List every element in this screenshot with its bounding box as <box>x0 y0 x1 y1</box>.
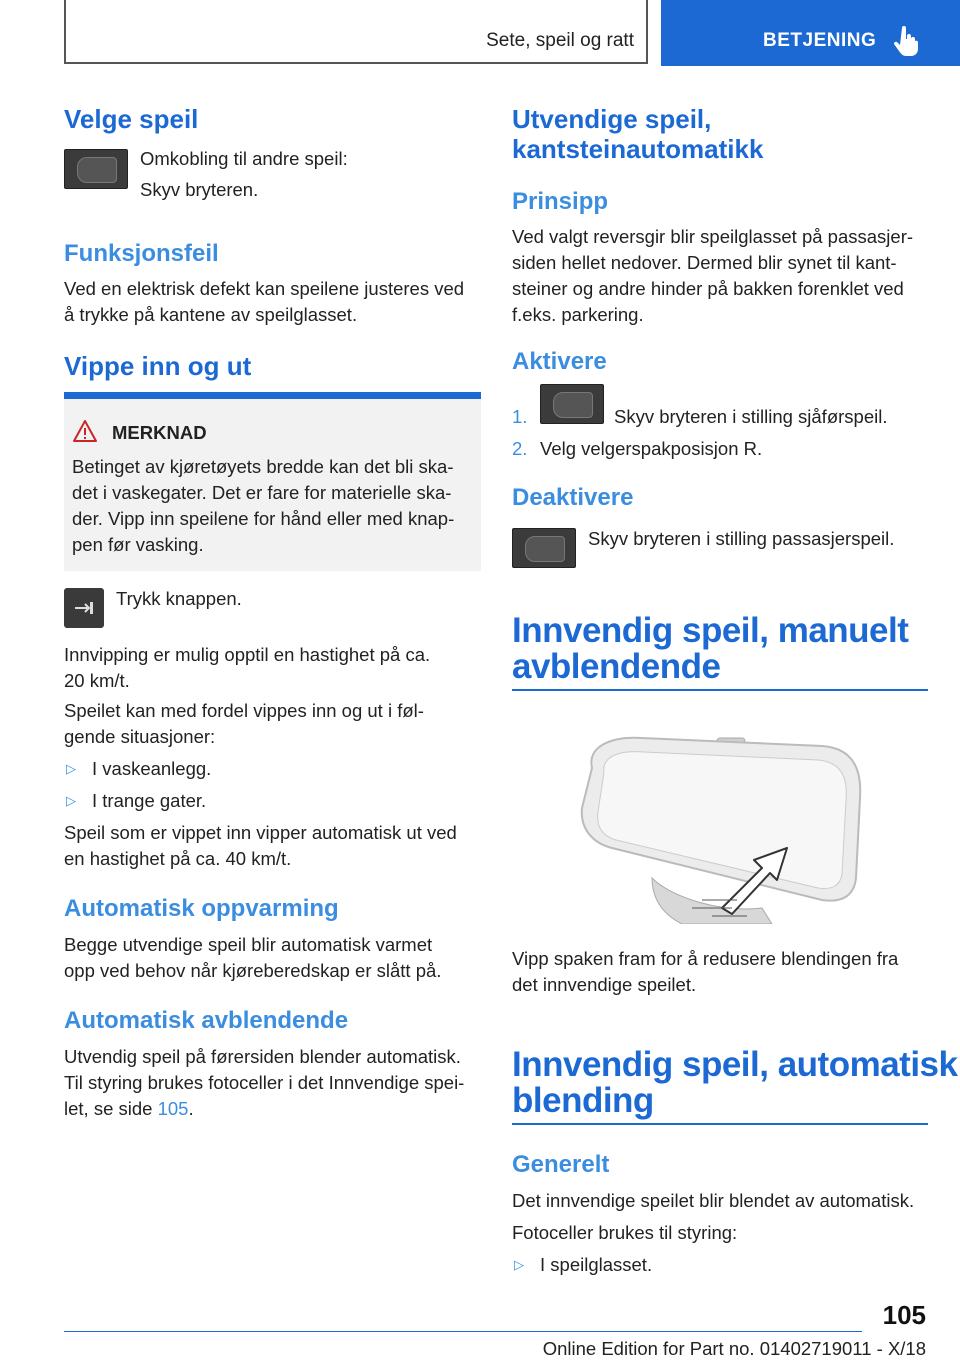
note-label: MERKNAD <box>112 422 207 443</box>
step-number: 1. <box>512 406 528 427</box>
note-line2: det i vaskegater. Det er fare for materielle ska- <box>72 482 452 503</box>
innvipping-line2: 20 km/t. <box>64 670 130 691</box>
note-line4: pen før vasking. <box>72 534 204 555</box>
heading-automatisk-2: blending <box>512 1081 654 1120</box>
mirror-switch-driver-icon <box>540 384 604 424</box>
prinsipp-line2: siden hellet nedover. Dermed blir synet til kant- <box>512 252 897 273</box>
funksjonsfeil-line1: Ved en elektrisk defekt kan speilene justeres ved <box>64 278 465 299</box>
heading-funksjonsfeil: Funksjonsfeil <box>64 240 219 267</box>
oppvarming-line2: opp ved behov når kjøreberedskap er slått på. <box>64 960 442 981</box>
velge-line2: Skyv bryteren. <box>140 179 259 200</box>
heading-aktivere: Aktivere <box>512 348 607 375</box>
caption-line2: det innvendige speilet. <box>512 974 697 995</box>
generelt-line2: Fotoceller brukes til styring: <box>512 1222 738 1243</box>
heading-rule <box>512 689 928 691</box>
footer-rule <box>64 1331 862 1332</box>
heading-avblendende: Automatisk avblendende <box>64 1007 349 1034</box>
caption-line1: Vipp spaken fram for å redusere blendingen fra <box>512 948 899 969</box>
heading-prinsipp: Prinsipp <box>512 188 609 215</box>
heading-vippe: Vippe inn og ut <box>64 351 252 381</box>
innvipping-line1: Innvipping er mulig opptil en hastighet på ca. <box>64 644 431 665</box>
page-number: 105 <box>882 1300 926 1330</box>
step-text: Skyv bryteren i stilling sjåførspeil. <box>614 406 888 427</box>
bullet-item: I vaskeanlegg. <box>92 758 212 779</box>
auto-line2: en hastighet på ca. 40 km/t. <box>64 848 292 869</box>
funksjonsfeil-line2: å trykke på kantene av speilglasset. <box>64 304 358 325</box>
generelt-line1: Det innvendige speilet blir blendet av automatisk. <box>512 1190 915 1211</box>
prinsipp-line3: steiner og andre hinder på bakken forenklet ved <box>512 278 904 299</box>
press-button-text: Trykk knappen. <box>116 588 242 609</box>
page-link[interactable]: 105 <box>157 1098 189 1119</box>
step-text: Velg velgerspakposisjon R. <box>540 438 763 459</box>
section-title: Sete, speil og ratt <box>486 30 634 51</box>
heading-manuelt-2: avblendende <box>512 647 721 686</box>
fordel-line1: Speilet kan med fordel vippes inn og ut i føl- <box>64 700 424 721</box>
chapter-label: BETJENING <box>763 30 877 51</box>
note-top-bar <box>64 392 481 399</box>
rearview-mirror-illustration <box>572 728 864 924</box>
prinsipp-line4: f.eks. parkering. <box>512 304 644 325</box>
bullet-marker: ▷ <box>66 761 76 776</box>
avblendende-line3: let, se side 105. <box>64 1098 194 1119</box>
avblendende-line2: Til styring brukes fotoceller i det Innvendige spei- <box>64 1072 465 1093</box>
deaktivere-text: Skyv bryteren i stilling passasjerspeil. <box>588 528 895 549</box>
avblendende-line1: Utvendig speil på førersiden blender automatisk. <box>64 1046 461 1067</box>
edition-text: Online Edition for Part no. 01402719011 - X/18 <box>542 1338 926 1359</box>
mirror-switch-passenger-icon <box>512 528 576 568</box>
heading-kant-2: kantsteinautomatikk <box>512 134 764 164</box>
warning-icon <box>72 419 98 443</box>
heading-deaktivere: Deaktivere <box>512 484 634 511</box>
heading-kant-1: Utvendige speil, <box>512 104 712 134</box>
heading-oppvarming: Automatisk oppvarming <box>64 895 339 922</box>
fold-button-icon <box>64 588 104 628</box>
heading-rule <box>512 1123 928 1125</box>
bullet-marker: ▷ <box>66 793 76 808</box>
fordel-line2: gende situasjoner: <box>64 726 216 747</box>
mirror-select-switch-icon <box>64 149 128 189</box>
heading-automatisk-1: Innvendig speil, automatisk <box>512 1045 958 1084</box>
note-line1: Betinget av kjøretøyets bredde kan det bli ska- <box>72 456 454 477</box>
bullet-item: I speilglasset. <box>540 1254 653 1275</box>
heading-velge-speil: Velge speil <box>64 104 199 134</box>
heading-manuelt-1: Innvendig speil, manuelt <box>512 611 909 650</box>
heading-generelt: Generelt <box>512 1151 610 1178</box>
note-line3: der. Vipp inn speilene for hånd eller med knap- <box>72 508 455 529</box>
prinsipp-line1: Ved valgt reversgir blir speilglasset på passasjer- <box>512 226 914 247</box>
bullet-marker: ▷ <box>514 1257 524 1272</box>
oppvarming-line1: Begge utvendige speil blir automatisk varmet <box>64 934 433 955</box>
hand-pointer-icon <box>893 26 919 56</box>
step-number: 2. <box>512 438 528 459</box>
velge-line1: Omkobling til andre speil: <box>140 148 348 169</box>
bullet-item: I trange gater. <box>92 790 207 811</box>
auto-line1: Speil som er vippet inn vipper automatisk ut ved <box>64 822 457 843</box>
